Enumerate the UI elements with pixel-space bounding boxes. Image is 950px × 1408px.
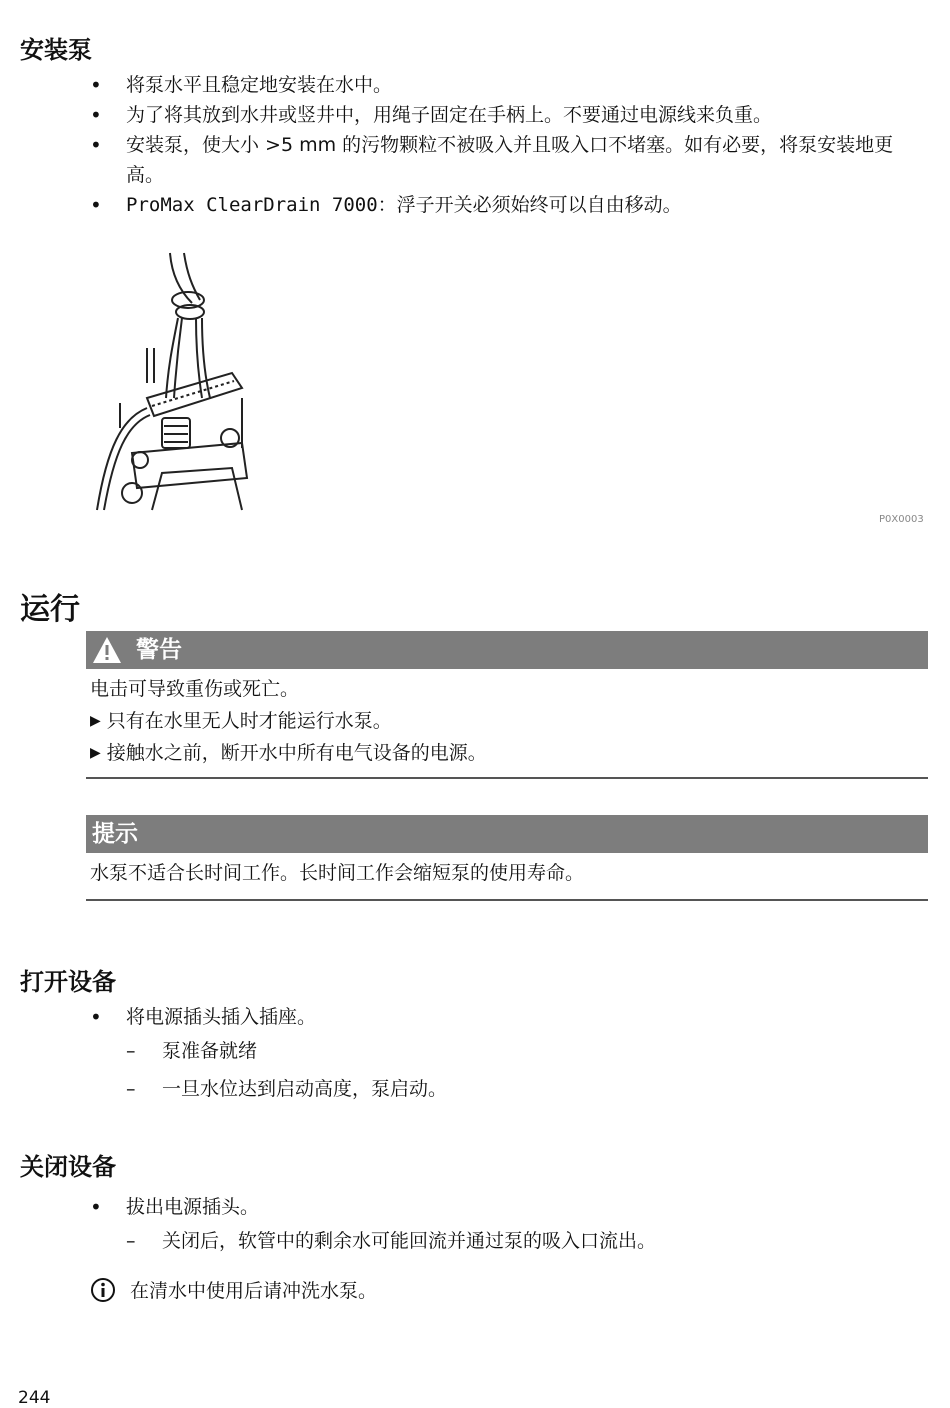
list-item: • 为了将其放到水井或竖井中，用绳子固定在手柄上。不要通过电源线来负重。 xyxy=(90,100,930,130)
switch-off-results xyxy=(126,1226,656,1264)
section-heading-switch-on: 打开设备 xyxy=(20,968,116,996)
note-bar xyxy=(86,815,928,853)
warning-box xyxy=(86,631,928,779)
warning-step: ▶ 接触水之前，断开水中所有电气设备的电源。 xyxy=(86,737,928,769)
list-item: • 拔出电源插头。 xyxy=(90,1192,930,1222)
install-list xyxy=(90,70,930,220)
result-item: – 关闭后，软管中的剩余水可能回流并通过泵的吸入口流出。 xyxy=(126,1226,656,1264)
result-item: – 泵准备就绪 xyxy=(126,1036,447,1074)
list-item xyxy=(90,190,930,220)
info-note-text: 在清水中使用后请冲洗水泵。 xyxy=(130,1280,378,1302)
list-item: • 将电源插头插入插座。 xyxy=(90,1002,930,1032)
section-heading-operation: 运行 xyxy=(20,592,80,627)
note-bottom-rule xyxy=(86,899,928,901)
warning-bar xyxy=(86,631,928,669)
section-heading-install: 安装泵 xyxy=(20,36,92,64)
switch-off-list xyxy=(90,1192,930,1222)
info-note xyxy=(90,1276,377,1303)
info-circle-icon xyxy=(90,1277,116,1303)
switch-on-list xyxy=(90,1002,930,1032)
section-heading-switch-off: 关闭设备 xyxy=(20,1153,116,1181)
warning-step: ▶ 只有在水里无人时才能运行水泵。 xyxy=(86,705,928,737)
arrow-right-icon: ▶ xyxy=(90,713,101,729)
warning-title: 警告 xyxy=(136,637,182,663)
figure-code: P0X0003 xyxy=(879,514,924,525)
pump-installation-figure xyxy=(92,248,292,513)
model-name: ProMax ClearDrain 7000 xyxy=(126,194,378,216)
list-item: • 安装泵，使大小 >5 mm 的污物颗粒不被吸入并且吸入口不堵塞。如有必要，将泵安装地更高。 xyxy=(90,130,930,190)
note-title: 提示 xyxy=(92,821,138,847)
note-text: 水泵不适合长时间工作。长时间工作会缩短泵的使用寿命。 xyxy=(90,862,585,884)
result-item: – 一旦水位达到启动高度，泵启动。 xyxy=(126,1074,447,1112)
note-box xyxy=(86,815,928,901)
list-item: • 将泵水平且稳定地安装在水中。 xyxy=(90,70,930,100)
switch-on-results xyxy=(126,1036,447,1112)
page-number: 244 xyxy=(18,1388,51,1408)
warning-triangle-icon xyxy=(92,635,122,665)
warning-bottom-rule xyxy=(86,777,928,779)
warning-lead: 电击可导致重伤或死亡。 xyxy=(90,678,300,700)
arrow-right-icon: ▶ xyxy=(90,745,101,761)
model-item-text: ：浮子开关必须始终可以自由移动。 xyxy=(377,194,682,216)
